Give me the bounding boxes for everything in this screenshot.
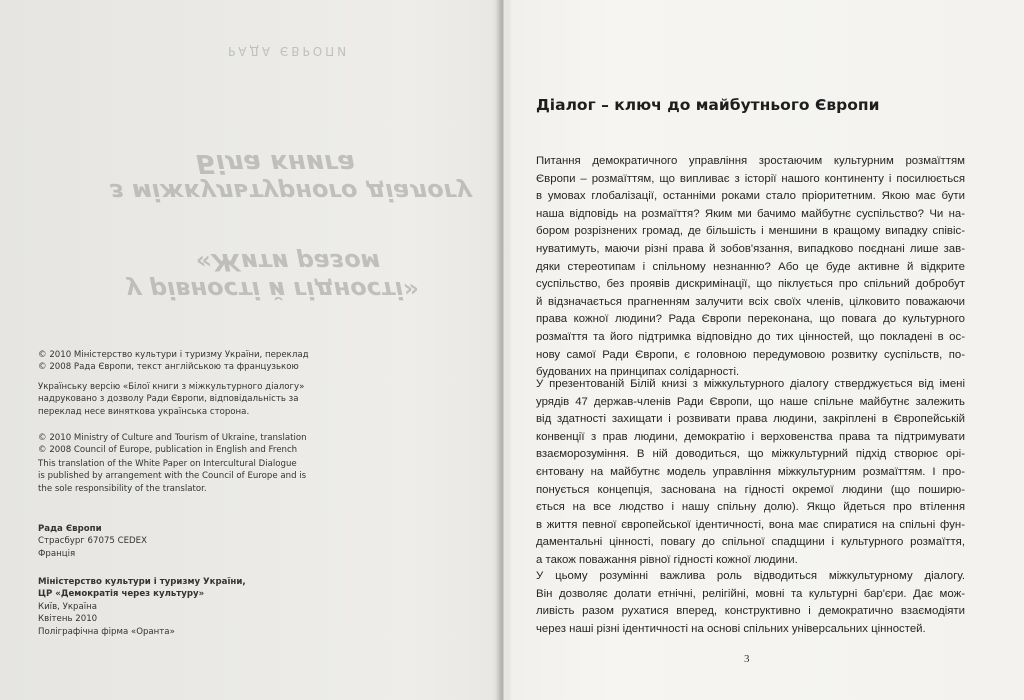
text-line: дяки стереотипам і спільному незнанню? Або це буде активне й відкрите: [536, 260, 965, 273]
text-line: даментальні цінності, повагу до спільної спадщини і культурного розмаїття,: [536, 536, 965, 549]
text-line: Європи – розмаїттям, що випливає з історії нашого континенту і посилюється: [536, 172, 965, 185]
ministry-center: ЦР «Демократія через культуру»: [38, 589, 205, 600]
text-line: єнтовану на майбутнє модель управління міжкультурним розмаїттям. І про-: [536, 465, 965, 478]
text-line: ливість разом рухатися вперед, конструктивно і демократично взаємодіяти: [536, 605, 965, 618]
ghost-publisher: РАДА ЄВРОПИ: [228, 44, 350, 58]
imprint-ua-note: [38, 381, 338, 418]
imprint-ministry: [38, 576, 338, 638]
text-line: Питання демократичного управління зростаючим культурним розмаїттям: [536, 155, 965, 167]
imprint-coe-address: [38, 523, 338, 560]
coe-name: Рада Європи: [38, 524, 102, 534]
paragraph-2: [536, 376, 965, 570]
imprint-en-note: [38, 458, 338, 495]
coe-address: Страсбург 67075 CEDEX: [38, 536, 147, 547]
imprint-line: the sole responsibility of the translator.: [38, 483, 207, 494]
text-line: урядів 47 держав-членів Ради Європи, що наше спільне майбутнє залежить: [536, 395, 965, 408]
text-line: права кожної людини? Рада Європи переконана, що повага до культурного: [536, 313, 965, 326]
text-line: У презентованій Білій книзі з міжкультурного діалогу стверджується від імені: [536, 378, 965, 390]
text-line: суспільство, без проявів дискримінації, що піклується про спільний добробут: [536, 278, 965, 291]
imprint-line: © 2010 Міністерство культури і туризму України, переклад: [38, 350, 309, 360]
text-line: нову самої Ради Європи, є головною передумовою розвитку суспільств, по-: [536, 348, 965, 361]
imprint-ua-copyright: [38, 349, 338, 374]
text-line: розмаїття та його підтримка відповідно до тих цінностей, що покладені в ос-: [536, 330, 965, 343]
paragraph-1: [536, 153, 965, 382]
ghost-title-line2: з міжкультурного діалогу: [110, 178, 472, 206]
ministry-city: Київ, Україна: [38, 601, 98, 612]
text-line: ється на все людство і нашу спільну долю). Якщо йдеться про втілення: [536, 501, 965, 514]
text-line: взаєморозуміння. В ній доводиться, що міжкультурний підхід створює орі-: [536, 448, 965, 461]
text-line: Він дозволяє долати етнічні, релігійні, мовні та культурні бар'єри. Дає мож-: [536, 587, 965, 600]
text-line: в життя певної європейської ідентичності, вона має спиратися на спільні фун-: [536, 518, 965, 531]
text-line: наша відповідь на розмаїття? Яким ми бачимо майбутнє суспільство? Чи на-: [536, 207, 965, 220]
book-gutter: [496, 0, 510, 700]
text-line: а також поважання рівної гідності кожної людини.: [536, 553, 798, 566]
imprint-line: is published by arrangement with the Council of Europe and is: [38, 471, 307, 482]
ghost-subtitle-line2: у рівності й гідності»: [126, 276, 419, 304]
ghost-title-line1: Біла книга: [196, 148, 356, 178]
text-line: від здатності захищати і розвивати права людини, закріплені в Європейській: [536, 413, 965, 426]
imprint-line: переклад несе виняткова українська сторона.: [38, 406, 250, 417]
text-line: нуватимуть, маючи різні права й зобов'язання, випадково поєднані лише зав-: [536, 242, 965, 255]
imprint-line: © 2008 Рада Європи, текст англійською та французькою: [38, 362, 299, 373]
text-line: через наші різні ідентичності на основі спільних універсальних цінностей.: [536, 622, 926, 635]
imprint-line: © 2010 Ministry of Culture and Tourism of Ukraine, translation: [38, 433, 307, 443]
ministry-name: Міністерство культури і туризму України,: [38, 577, 246, 587]
imprint-line: Українську версію «Білої книги з міжкультурного діалогу»: [38, 382, 305, 392]
text-line: будованих на принципах солідарності.: [536, 366, 740, 379]
ghost-subtitle-line1: «Жити разом: [196, 248, 381, 276]
text-line: конвенції з прав людини, демократію і верховенства права та підтримувати: [536, 430, 965, 443]
text-line: понується концепція, заснована на гідності окремої людини (що поширю-: [536, 483, 965, 496]
imprint-line: This translation of the White Paper on Intercultural Dialogue: [38, 459, 297, 469]
imprint-en-copyright: [38, 432, 338, 457]
page-number: 3: [744, 653, 750, 665]
page-heading: Діалог – ключ до майбутнього Європи: [536, 96, 880, 114]
imprint-line: © 2008 Council of Europe, publication in English and French: [38, 445, 298, 456]
coe-country: Франція: [38, 548, 76, 559]
imprint-line: надруковано з дозволу Ради Європи, відповідальність за: [38, 394, 299, 405]
text-line: У цьому розумінні важлива роль відводиться міжкультурному діалогу.: [536, 570, 965, 582]
text-line: й відзначається прагненням залучити всіх своїх членів, цілковито поважаючи: [536, 295, 965, 308]
ministry-date: Квітень 2010: [38, 614, 98, 625]
text-line: бором розрізнених громад, де більшість і меншини в кращому випадку співіс-: [536, 225, 965, 238]
ministry-printer: Поліграфічна фірма «Оранта»: [38, 626, 175, 637]
text-line: в умовах глобалізації, останніми роками стало пріоритетним. Якою має бути: [536, 190, 965, 203]
paragraph-3: [536, 568, 965, 638]
